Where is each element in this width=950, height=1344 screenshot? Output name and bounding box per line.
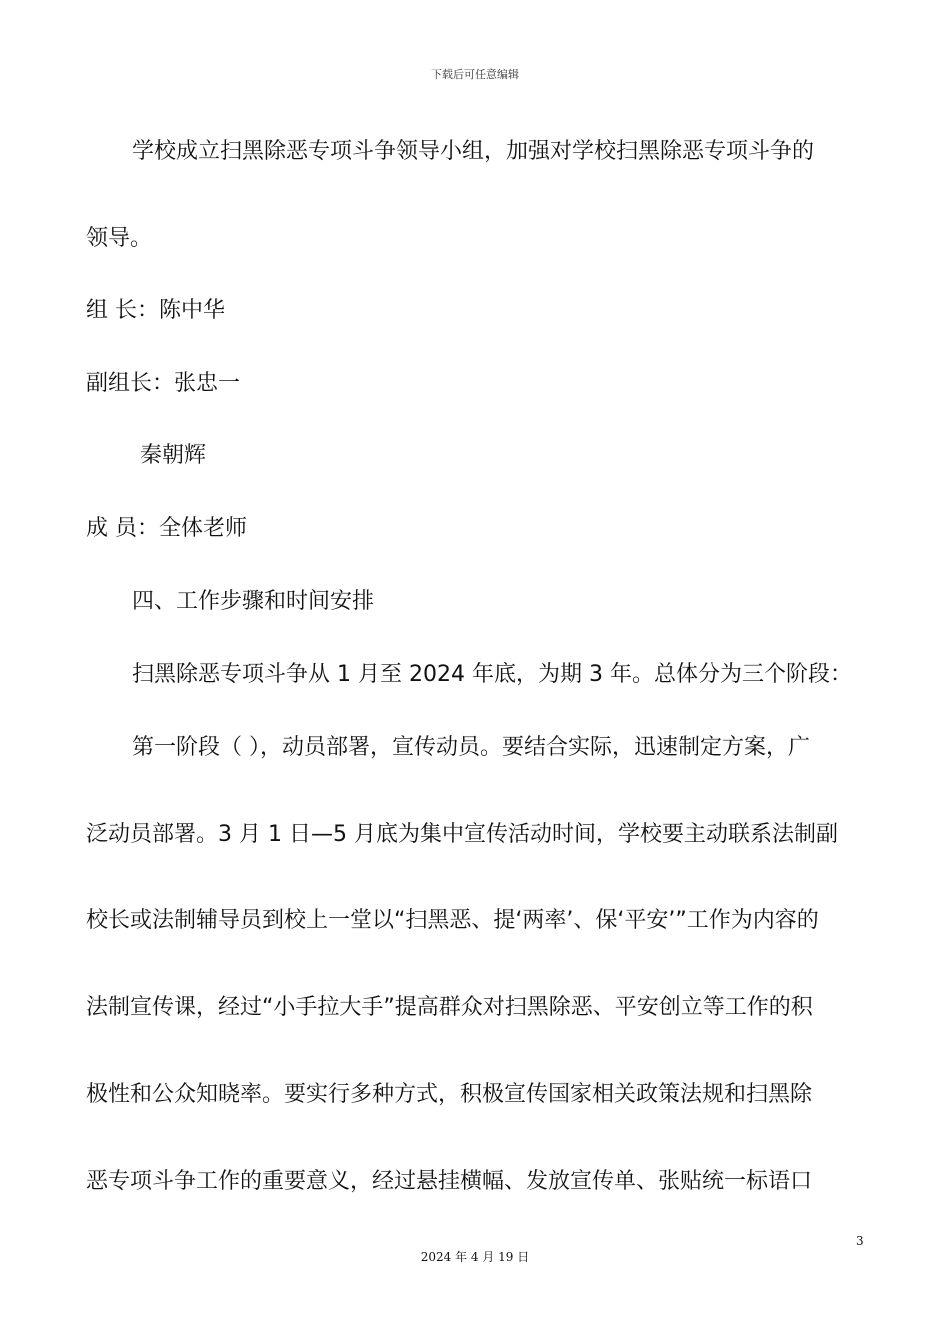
footer-date: 2024 年 4 月 19 日 bbox=[420, 1250, 530, 1264]
paragraph-line-5: 泛动员部署。3 月 1 日—5 月底为集中宣传活动时间，学校要主动联系法制副 bbox=[86, 822, 838, 847]
paragraph-line-4: 第一阶段（ ），动员部署，宣传动员。要结合实际，迅速制定方案，广 bbox=[132, 735, 810, 760]
page-number: 3 bbox=[856, 1234, 864, 1248]
paragraph-line-8: 极性和公众知晓率。要实行多种方式，积极宣传国家相关政策法规和扫黑除 bbox=[86, 1082, 813, 1107]
leader-line: 组 长：陈中华 bbox=[86, 298, 225, 323]
paragraph-line-6: 校长或法制辅导员到校上一堂以“扫黑恶、提‘两率’、保‘平安’”工作为内容的 bbox=[86, 908, 819, 933]
section-heading: 四、工作步骤和时间安排 bbox=[132, 589, 375, 614]
deputy-leader-second-line: 秦朝辉 bbox=[140, 443, 207, 468]
paragraph-line-1: 学校成立扫黑除恶专项斗争领导小组，加强对学校扫黑除恶专项斗争的 bbox=[132, 139, 815, 164]
paragraph-line-7: 法制宣传课，经过“小手拉大手”提高群众对扫黑除恶、平安创立等工作的积 bbox=[86, 995, 813, 1020]
deputy-leader-line: 副组长：张忠一 bbox=[86, 371, 241, 396]
paragraph-line-3: 扫黑除恶专项斗争从 1 月至 2024 年底，为期 3 年。总体分为三个阶段： bbox=[132, 662, 852, 687]
page-header: 下载后可任意编辑 bbox=[431, 68, 519, 81]
paragraph-line-2: 领导。 bbox=[86, 226, 153, 251]
members-line: 成 员：全体老师 bbox=[86, 516, 247, 541]
paragraph-line-9: 恶专项斗争工作的重要意义，经过悬挂横幅、发放宣传单、张贴统一标语口 bbox=[86, 1169, 813, 1194]
